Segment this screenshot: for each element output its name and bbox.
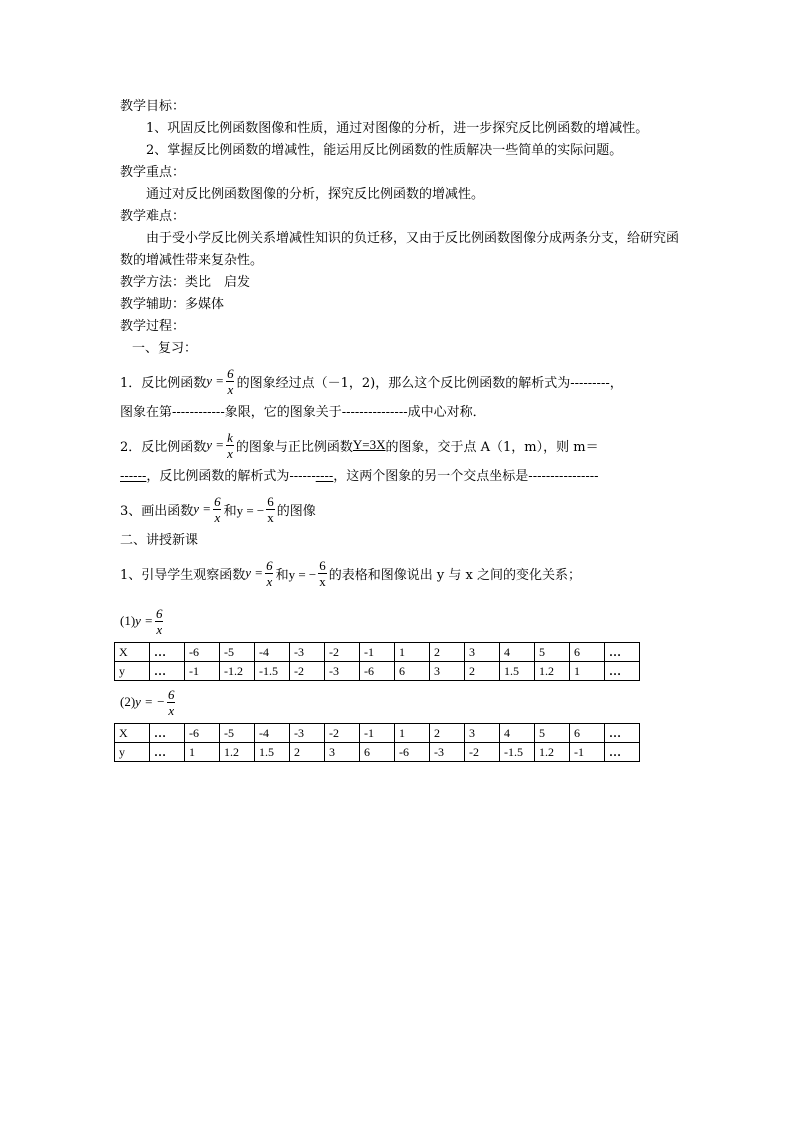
table-cell: -3 (325, 662, 360, 681)
table-cell: -6 (185, 643, 220, 662)
table-cell: 1.5 (500, 662, 535, 681)
q3-denominator-1: x (214, 509, 221, 525)
table-cell: 4 (500, 643, 535, 662)
q2-denominator: x (227, 445, 233, 461)
q2-underlined-function: Y=3X (352, 437, 386, 452)
table-cell: 2 (430, 724, 465, 743)
table1-fraction (155, 606, 164, 637)
q1-numerator: 6 (227, 365, 234, 381)
table2-y-eq: y = − (135, 694, 165, 709)
nl1-suffix: 的表格和图像说出 y 与 x 之间的变化关系； (328, 567, 581, 583)
q1-denominator: x (227, 381, 234, 397)
table-cell: … (150, 743, 185, 762)
table-cell: -6 (185, 724, 220, 743)
q3-prefix: 3、画出函数 (120, 503, 194, 519)
table-cell: 3 (430, 662, 465, 681)
q1-suffix: 的图象经过点（－1，2)，那么这个反比例函数的解析式为---------， (236, 375, 623, 391)
nl1-numerator-1: 6 (266, 557, 273, 573)
table-cell: -2 (465, 743, 500, 762)
table2-label (120, 681, 680, 723)
table-cell: … (605, 743, 640, 762)
table1-label (120, 600, 680, 642)
q2-blank-m: ------ (120, 469, 147, 484)
table-cell: 3 (465, 643, 500, 662)
table-cell: 1 (395, 643, 430, 662)
table-cell: -6 (360, 662, 395, 681)
table-cell: … (150, 662, 185, 681)
review-question-1-line-2: 图象在第------------象限，它的图象关于---------------成中心对称． (120, 405, 486, 420)
table-cell: -6 (395, 743, 430, 762)
nl1-denominator-2: x (319, 573, 326, 589)
review-heading: 一、复习： (132, 341, 198, 356)
table2-row-y (115, 743, 640, 762)
objective-item-2: 2、掌握反比例函数的增减性，能运用反比例函数的性质解决一些简单的实际问题。 (146, 143, 623, 158)
q2-blank-underlined: ---- (315, 469, 334, 484)
table-cell: y (115, 662, 150, 681)
table-cell: 6 (360, 743, 395, 762)
table1-row-x (115, 643, 640, 662)
table-cell: … (150, 724, 185, 743)
q3-fraction-2 (266, 494, 275, 525)
table1-row-y (115, 662, 640, 681)
table-cell: 2 (465, 662, 500, 681)
nl1-numerator-2: 6 (319, 557, 326, 573)
table-cell: -2 (325, 643, 360, 662)
table-cell: -2 (290, 662, 325, 681)
table-cell: 6 (570, 643, 605, 662)
difficulty-heading: 教学难点： (120, 209, 186, 224)
table-cell: -5 (220, 724, 255, 743)
table2-denominator: x (168, 702, 175, 718)
q3-denominator-2: x (267, 509, 274, 525)
review-question-2 (120, 424, 680, 466)
q3-suffix: 的图像 (276, 503, 316, 519)
table-cell: X (115, 643, 150, 662)
q2-mid: 的图象与正比例函数 (235, 439, 353, 455)
table1-denominator: x (156, 621, 163, 637)
table-cell: 6 (570, 724, 605, 743)
table2-label-number: (2) (120, 694, 136, 709)
table1-numerator: 6 (155, 605, 163, 621)
table1-y-eq: y = (135, 613, 153, 628)
table-cell: -1.2 (220, 662, 255, 681)
q3-and: 和y = − (223, 502, 265, 518)
table2-fraction (167, 687, 176, 718)
nl1-fraction-1 (265, 558, 274, 589)
table-cell: 1.2 (535, 743, 570, 762)
nl1-fraction-2 (318, 558, 327, 589)
table-cell: -1 (360, 724, 395, 743)
table-cell: 2 (290, 743, 325, 762)
table-cell: 1 (395, 724, 430, 743)
q2-line2-d: ，这两个图象的另一个交点坐标是---------------- (333, 469, 599, 484)
table-cell: … (150, 643, 185, 662)
q3-y-eq: y = (193, 501, 212, 516)
table-cell: 1.5 (255, 743, 290, 762)
table-cell: … (605, 724, 640, 743)
table-cell: X (115, 724, 150, 743)
table1-label-number: (1) (120, 613, 136, 628)
table-cell: 1 (570, 662, 605, 681)
table-cell: -3 (290, 724, 325, 743)
table-cell: 6 (395, 662, 430, 681)
table2-values (114, 723, 640, 762)
table-cell: -1 (570, 743, 605, 762)
q3-fraction-1 (213, 494, 222, 525)
review-question-1 (120, 360, 680, 402)
table-cell: -1.5 (255, 662, 290, 681)
table-cell: -1 (185, 662, 220, 681)
table-cell: -1 (360, 643, 395, 662)
q2-fraction (226, 430, 234, 461)
table-cell: 1.2 (220, 743, 255, 762)
table2-row-x (115, 724, 640, 743)
table-cell: … (605, 643, 640, 662)
table-cell: -4 (255, 724, 290, 743)
q1-y-eq: y = (206, 373, 225, 388)
q2-suffix: 的图象，交于点 A（1，m），则 m＝ (385, 439, 599, 455)
table-cell: -3 (430, 743, 465, 762)
q2-y-eq: y = (206, 437, 225, 452)
table-cell: 3 (465, 724, 500, 743)
teaching-process: 教学过程： (120, 319, 186, 334)
table-cell: 5 (535, 724, 570, 743)
objective-item-1: 1、巩固反比例函数图像和性质，通过对图像的分析，进一步探究反比例函数的增减性。 (146, 121, 649, 136)
table-cell: … (605, 662, 640, 681)
q3-numerator-1: 6 (214, 493, 221, 509)
table-cell: -1.5 (500, 743, 535, 762)
q1-fraction (226, 366, 235, 397)
teaching-aids: 教学辅助：多媒体 (120, 297, 225, 312)
table-cell: -4 (255, 643, 290, 662)
new-lesson-heading: 二、讲授新课 (120, 533, 199, 548)
table2-numerator: 6 (168, 686, 175, 702)
table1-values (114, 642, 640, 681)
q3-numerator-2: 6 (267, 493, 274, 509)
nl1-prefix: 1、引导学生观察函数 (120, 567, 246, 583)
table-cell: 5 (535, 643, 570, 662)
key-point-text: 通过对反比例函数图像的分析，探究反比例函数的增减性。 (146, 187, 485, 202)
lesson-plan (120, 96, 680, 762)
q2-line2-b: ，反比例函数的解析式为------ (146, 469, 316, 484)
review-question-2-line-2 (120, 466, 680, 488)
nl1-and: 和y = − (275, 566, 317, 582)
q2-prefix: 2．反比例函数 (120, 439, 207, 455)
table-cell: 1.2 (535, 662, 570, 681)
teaching-method: 教学方法：类比 启发 (120, 275, 251, 290)
table-cell: -3 (290, 643, 325, 662)
nl1-y-eq: y = (245, 565, 264, 580)
review-question-3 (120, 488, 680, 530)
table-cell: 2 (430, 643, 465, 662)
new-lesson-item-1 (120, 552, 680, 594)
table-cell: -2 (325, 724, 360, 743)
objectives-heading: 教学目标： (120, 99, 186, 114)
table-cell: 4 (500, 724, 535, 743)
table-cell: y (115, 743, 150, 762)
q2-numerator: k (227, 429, 233, 445)
table-cell: 3 (325, 743, 360, 762)
q1-prefix: 1．反比例函数 (120, 375, 207, 391)
difficulty-text: 由于受小学反比例关系增减性知识的负迁移，又由于反比例函数图像分成两条分支，给研究函数的增减性带来复杂性。 (120, 231, 680, 268)
table-cell: 1 (185, 743, 220, 762)
key-point-heading: 教学重点： (120, 165, 186, 180)
nl1-denominator-1: x (266, 573, 273, 589)
table-cell: -5 (220, 643, 255, 662)
